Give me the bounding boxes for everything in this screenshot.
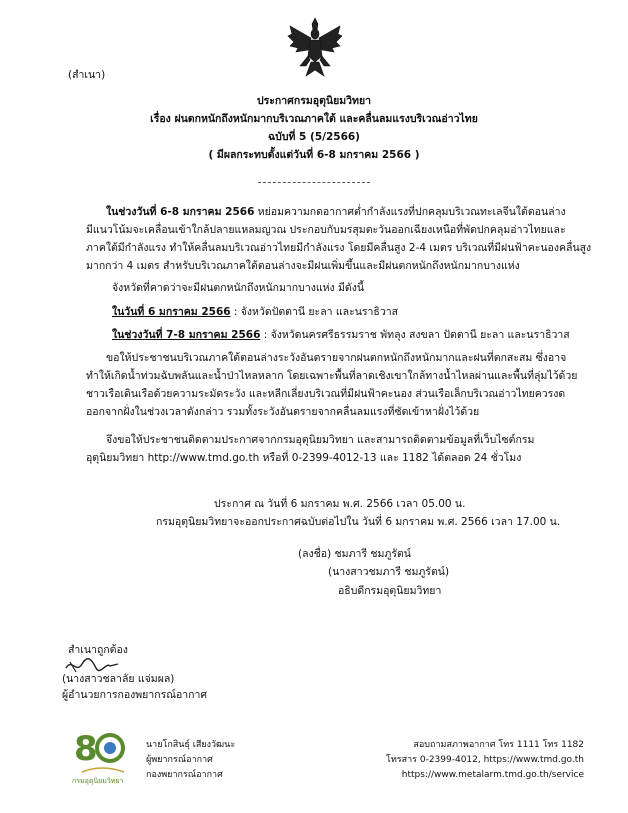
next-announce-time: กรมอุตุนิยมวิทยาจะออกประกาศฉบับต่อไปใน วันที่ 6 มกราคม พ.ศ. 2566 เวลา 17.00 น. xyxy=(156,516,561,528)
contact-service-link[interactable]: https://www.metalarm.tmd.go.th/service xyxy=(401,770,584,780)
weather-situation-paragraph: ในช่วงวันที่ 6-8 มกราคม 2566 หย่อมความกดอากาศต่ำกำลังแรงที่ปกคลุมบริเวณทะเลจีนใต้ตอนล่าง มีแนวโน้มจะเคลื่อนเข้าใกล้ปลายแหลมญวณ ประกอบกับมรสุมตะวันออกเฉียงเหนือที่พัดปกคลุมอ่าวไทยและ ภาคใต้มีกำลังแรง ทำให้คลื่นลมบริเวณอ่าวไทยมีกำลังแรง โดยมีคลื่นสูง 2-4 เมตร บริเวณที่มีฝนฟ้าคะนองคลื่นสูง มากกว่า 4 เมตร สำหรับบริเวณภาคใต้ตอนล่างจะมีฝนเพิ่มขึ้นและมีฝนตกหนักถึงหนักมากบางแห่ง xyxy=(86,206,592,272)
announcement-subject: เรื่อง ฝนตกหนักถึงหนักมากบริเวณภาคใต้ และคลื่นลมแรงบริเวณอ่าวไทย xyxy=(150,113,478,125)
follow-up-paragraph: จึงขอให้ประชาชนติดตามประกาศจากกรมอุตุนิยมวิทยา และสามารถติดตามข้อมูลที่เว็บไซต์กรม อุตุนิยมวิทยา http://www.tmd.go.th หรือที่ 0-2399-4012-13 และ 1182 ได้ตลอด 24 ชั่วโมง xyxy=(86,434,535,464)
signer-title: อธิบดีกรมอุตุนิยมวิทยา xyxy=(338,585,442,597)
signer-fullname: (นางสาวชมภารี ชมภูรัตน์) xyxy=(328,566,450,578)
forecast-day2: ในช่วงวันที่ 7-8 มกราคม 2566 : จังหวัดนครศรีธรรมราช พัทลุง สงขลา ปัตตานี ยะลา และนราธิวาส xyxy=(112,329,570,341)
contact-fax: โทรสาร 0-2399-4012, https://www.tmd.go.th xyxy=(386,755,584,765)
forecast-intro: จังหวัดที่คาดว่าจะมีฝนตกหนักถึงหนักมากบางแห่ง มีดังนี้ xyxy=(112,282,365,294)
garuda-emblem xyxy=(286,16,344,78)
situation-lead: ในช่วงวันที่ 6-8 มกราคม 2566 xyxy=(106,206,255,218)
forecaster-division: กองพยากรณ์อากาศ xyxy=(146,770,223,780)
warning-paragraph: ขอให้ประชาชนบริเวณภาคใต้ตอนล่างระวังอันตรายจากฝนตกหนักถึงหนักมากและฝนที่ตกสะสม ซึ่งอาจ ทำให้เกิดน้ำท่วมฉับพลันและน้ำป่าไหลหลาก โดยเฉพาะพื้นที่ลาดเชิงเขาใกล้ทางน้ำไหลผ่านและพื้นที่ลุ่มไว้ด้วย ชาวเรือเดินเรือด้วยความระมัดระวัง และหลีกเลี่ยงบริเวณที่มีฝนฟ้าคะนอง ส่วนเรือเล็กบริเวณอ่าวไทยควรงด ออกจากฝั่งในช่วงเวลาดังกล่าว รวมทั้งระวังอันตรายจากคลื่นลมแรงที่ซัดเข้าหาฝั่งไว้ด้วย xyxy=(86,352,578,418)
separator-dashes xyxy=(258,182,370,183)
announcement-number: ฉบับที่ 5 (5/2566) xyxy=(268,131,360,143)
tmd-80-years-logo xyxy=(72,728,132,782)
forecaster-role: ผู้พยากรณ์อากาศ xyxy=(146,755,213,765)
tmd-logo-text: กรมอุตุนิยมวิทยา xyxy=(72,777,124,785)
forecaster-name: นายโกสินธุ์ เสียงวัฒนะ xyxy=(146,740,236,750)
announce-time: ประกาศ ณ วันที่ 6 มกราคม พ.ศ. 2566 เวลา 05.00 น. xyxy=(214,498,466,510)
announcement-agency: ประกาศกรมอุตุนิยมวิทยา xyxy=(256,95,372,107)
announcement-effective: ( มีผลกระทบตั้งแต่วันที่ 6-8 มกราคม 2566 ) xyxy=(208,149,420,161)
certifier-position: ผู้อำนวยการกองพยากรณ์อากาศ xyxy=(62,689,208,701)
forecast-day1: ในวันที่ 6 มกราคม 2566 : จังหวัดปัตตานี ยะลา และนราธิวาส xyxy=(112,306,399,318)
contact-phone: สอบถามสภาพอากาศ โทร 1111 โทร 1182 xyxy=(413,740,584,750)
svg-text:8: 8 xyxy=(74,729,98,769)
certifier-name: (นางสาวชลาลัย แจ่มผล) xyxy=(62,673,175,685)
certified-label: สำเนาถูกต้อง xyxy=(68,644,128,656)
copy-tag: (สำเนา) xyxy=(68,69,106,81)
signed-name: (ลงชื่อ) ชมภารี ชมภูรัตน์ xyxy=(298,548,411,560)
